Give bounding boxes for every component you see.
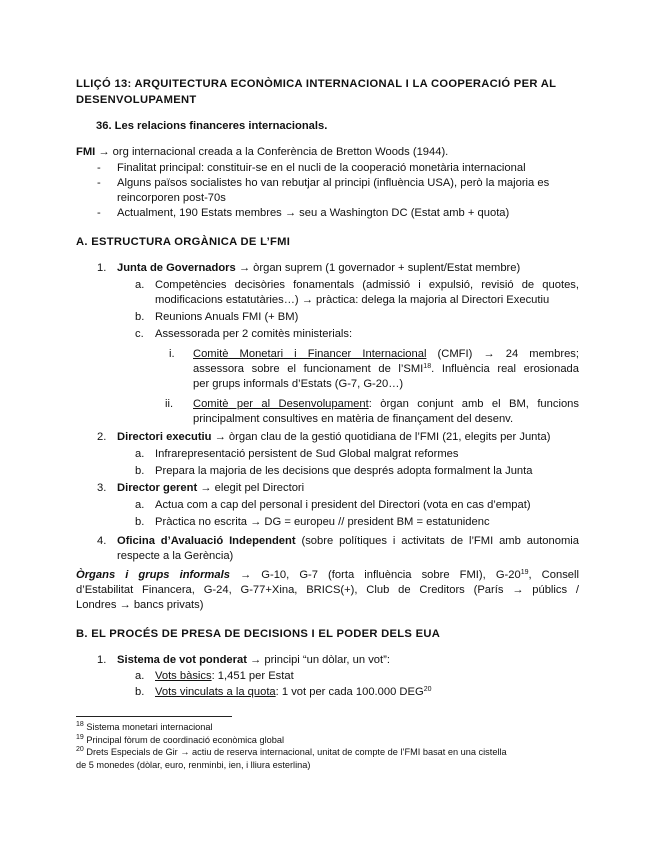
vot-label: Sistema de vot ponderat	[117, 654, 247, 666]
list-number: 1.	[97, 262, 107, 274]
footnote-20-cont: de 5 monedes (dòlar, euro, renminbi, ien, i lliura esterlina)	[76, 760, 311, 770]
junta-label: Junta de Governadors	[117, 262, 236, 274]
fmi-bullet-2-cont: reincorporen post-70s	[117, 192, 226, 204]
section-36-heading: 36. Les relacions financeres internacionals.	[96, 120, 328, 132]
desenv-line2: principalment consultives en matèria de finançament del desenv.	[193, 413, 514, 425]
vots-basics-label: Vots bàsics	[155, 670, 212, 682]
list-letter: c.	[135, 328, 144, 340]
organs-line1: Òrgans i grups informals → G-10, G-7 (forta influència sobre FMI), $G-20^{19}$, Consell	[76, 569, 579, 581]
footnote-20: $^{20}$ Drets Especials de Gir → actiu de reserva internacional, unitat de compte de l’FMI basat en una cistella	[76, 746, 507, 757]
bullet-dash: -	[97, 177, 101, 189]
director-label: Director gerent	[117, 482, 198, 494]
junta-c: Assessorada per 2 comitès ministerials:	[155, 328, 353, 340]
footnote-ref-18: 18	[423, 363, 432, 370]
directori-a: Infrarepresentació persistent de Sud Global malgrat reformes	[155, 448, 459, 460]
oficina-line1: Oficina d’Avaluació Independent (sobre polítiques i activitats de l’FMI amb autonomia	[117, 535, 579, 547]
section-b-heading: B. EL PROCÉS DE PRESA DE DECISIONS I EL PODER DELS EUA	[76, 628, 441, 640]
list-number: 1.	[97, 654, 107, 666]
director-b: Pràctica no escrita → DG = europeu // president BM = estatunidenc	[155, 516, 490, 528]
junta-item: Junta de Governadors → òrgan suprem (1 governador + suplent/Estat membre)	[117, 262, 521, 274]
list-letter: b.	[135, 516, 145, 528]
fmi-bullet-2: Alguns països socialistes ho van rebutjar al principi (influència USA), però la majoria es	[117, 177, 550, 189]
list-letter: a.	[135, 448, 145, 460]
directori-item: Directori executiu → òrgan clau de la gestió quotidiana de l’FMI (21, elegits per Junta)	[117, 431, 551, 443]
junta-a-line1: Competències decisòries fonamentals (admissió i expulsió, revisió de quotes,	[155, 279, 579, 291]
vot-b: Vots vinculats a la quota: 1 vot per cada 100.000 DEG$^{20}$	[155, 686, 432, 698]
list-letter: b.	[135, 311, 145, 323]
cmfi-line3: per grups informals d’Estats (G-7, G-20…)	[193, 378, 404, 390]
oficina-label: Oficina d’Avaluació Independent	[117, 535, 296, 547]
footnote-ref-20: 20	[423, 686, 432, 693]
section-a-heading: A. ESTRUCTURA ORGÀNICA DE L’FMI	[76, 236, 291, 248]
director-a: Actua com a cap del personal i president del Directori (vota en cas d’empat)	[155, 499, 531, 511]
desenv-label: Comitè per al Desenvolupament	[193, 398, 369, 410]
vots-quota-label: Vots vinculats a la quota	[155, 686, 276, 698]
directori-b: Prepara la majoria de les decisions que després adopta formalment la Junta	[155, 465, 533, 477]
cmfi-label: Comitè Monetari i Financer Internacional	[193, 348, 427, 360]
cmfi-line1: Comitè Monetari i Financer Internacional (CMFI) → 24 membres;	[193, 348, 579, 360]
lesson-title-line1: LLIÇÓ 13: ARQUITECTURA ECONÒMICA INTERNACIONAL I LA COOPERACIÓ PER AL	[76, 78, 557, 90]
footnote-18: $^{18}$ Sistema monetari internacional	[76, 721, 213, 732]
list-letter: b.	[135, 465, 145, 477]
list-letter: a.	[135, 279, 145, 291]
organs-label: Òrgans i grups informals	[76, 569, 230, 581]
fmi-intro: FMI → org internacional creada a la Conferència de Bretton Woods (1944).	[76, 146, 449, 158]
junta-a-line2: modificacions estatutàries…) → pràctica: delega la majoria al Directori Executiu	[155, 294, 550, 306]
directori-label: Directori executiu	[117, 431, 212, 443]
list-number: 2.	[97, 431, 107, 443]
organs-line2: d’Estabilitat Financera, G-24, G-77+Xina, BRICS(+), Club de Creditors (París → públics /	[76, 584, 579, 596]
list-roman: i.	[169, 348, 175, 360]
junta-b: Reunions Anuals FMI (+ BM)	[155, 311, 299, 323]
list-roman: ii.	[165, 398, 174, 410]
list-letter: a.	[135, 670, 145, 682]
footnote-separator	[76, 716, 232, 717]
bullet-dash: -	[97, 207, 101, 219]
cmfi-line2: assessora sobre el funcionament de l’SMI$^{18}$. Influència real erosionada	[193, 363, 579, 375]
vot-a: Vots bàsics: 1,451 per Estat	[155, 670, 294, 682]
footnote-19: $^{19}$ Principal fòrum de coordinació econòmica global	[76, 734, 284, 745]
desenv-line1: Comitè per al Desenvolupament: òrgan conjunt amb el BM, funcions	[193, 398, 579, 410]
vot-item: Sistema de vot ponderat → principi “un dòlar, un vot”:	[117, 654, 390, 666]
bullet-dash: -	[97, 162, 101, 174]
lesson-title-line2: DESENVOLUPAMENT	[76, 94, 197, 106]
fmi-label: FMI	[76, 146, 96, 158]
footnote-ref-19: 19	[520, 569, 529, 576]
list-letter: a.	[135, 499, 145, 511]
list-letter: b.	[135, 686, 145, 698]
fmi-bullet-1: Finalitat principal: constituir-se en el nucli de la cooperació monetària internacional	[117, 162, 526, 174]
director-item: Director gerent → elegit pel Directori	[117, 482, 305, 494]
organs-line3: Londres → bancs privats)	[76, 599, 204, 611]
list-number: 3.	[97, 482, 107, 494]
oficina-line2: respecte a la Gerència)	[117, 550, 234, 562]
list-number: 4.	[97, 535, 107, 547]
fmi-bullet-3: Actualment, 190 Estats membres → seu a Washington DC (Estat amb + quota)	[117, 207, 510, 219]
